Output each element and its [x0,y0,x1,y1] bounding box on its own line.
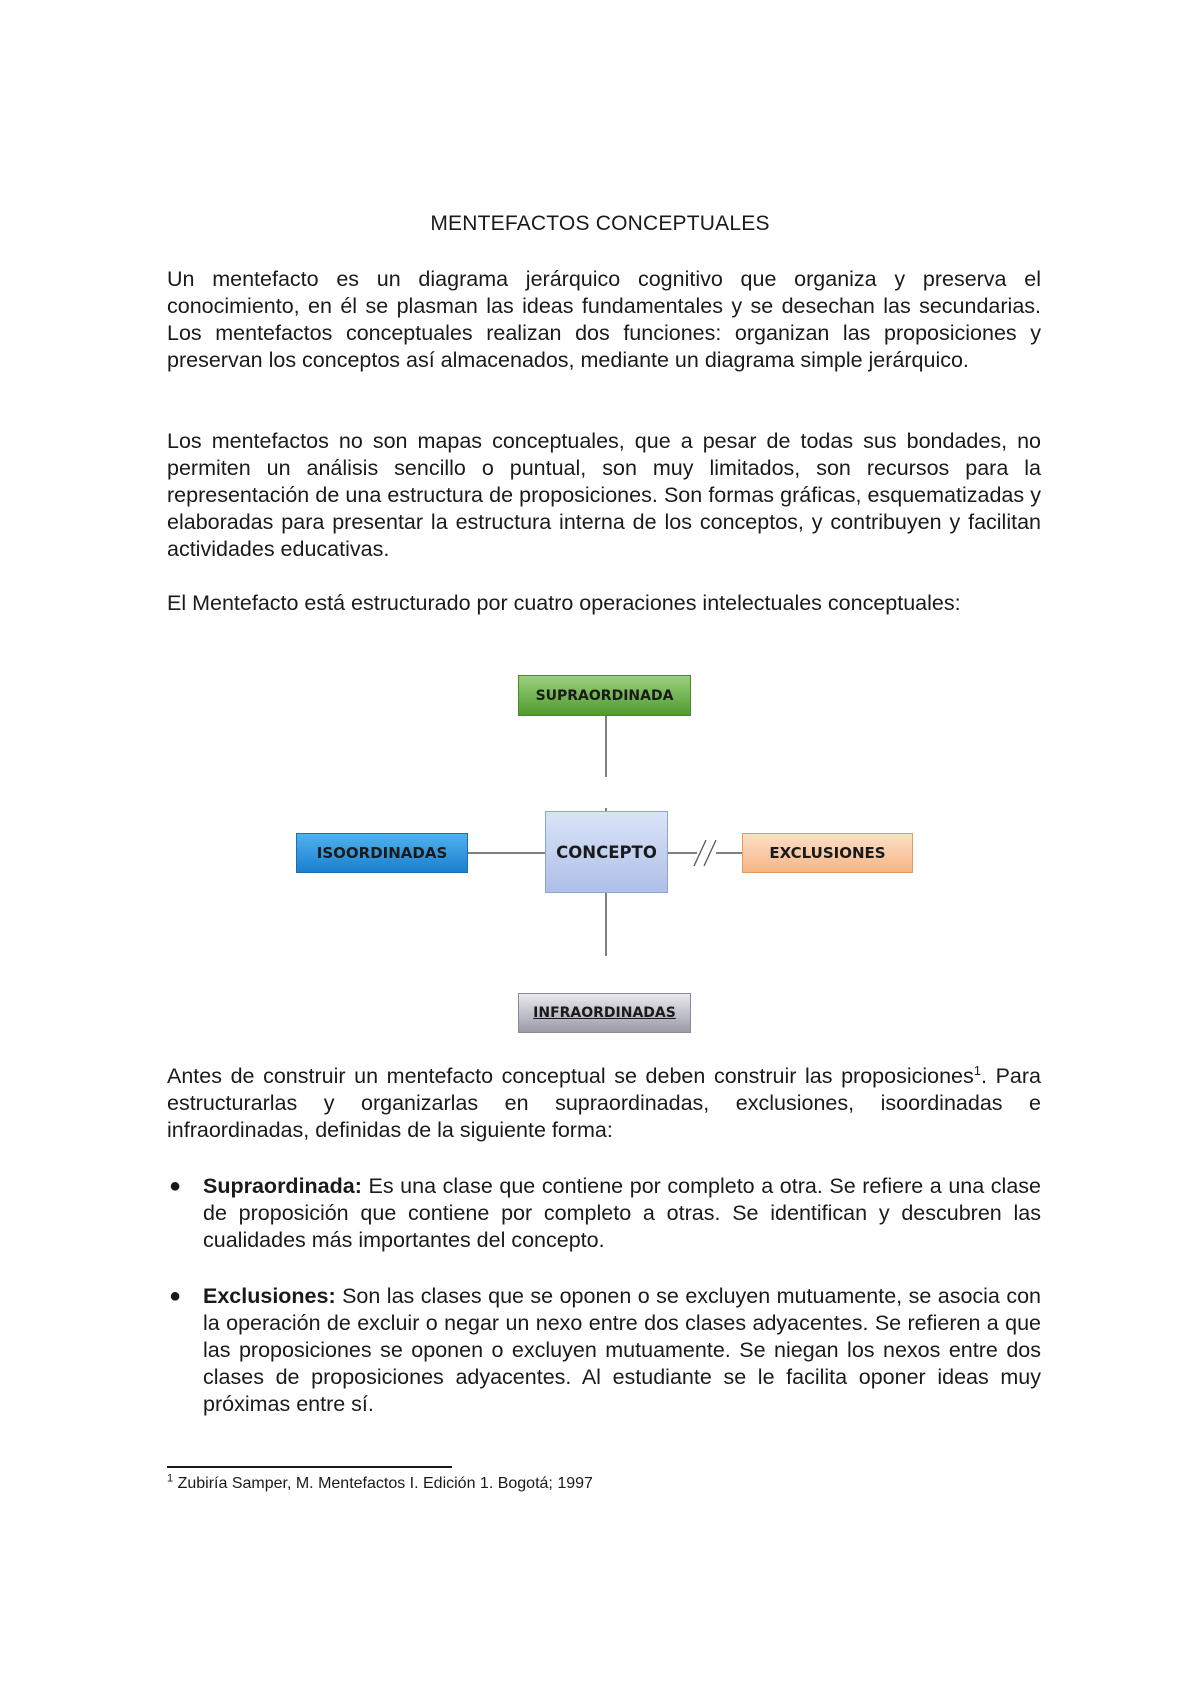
supraordinada-box: SUPRAORDINADA [518,675,691,716]
paragraph-definition: Un mentefacto es un diagrama jerárquico cognitivo que organiza y preserva el conocimiento, en él se plasman las ideas fundamentales y se desechan las secundarias. Los mentefactos conceptuales realizan dos funciones: organizan las proposiciones y preservan los conceptos así almacenados, mediante un diagrama simple jerárquico. [167,267,1041,372]
definition-list-excl [167,1283,1041,1418]
infraordinadas-box [518,993,691,1033]
definition-exclusiones: Son las clases que se oponen o se excluyen mutuamente, se asocia con la operación de excluir o negar un nexo entre dos clases adyacentes. Se refieren a que las proposiciones se oponen o excluyen mutuamente. Se niegan los nexos entre dos clases de proposiciones adyacentes. Al estudiante se le facilita oponer ideas muy próximas entre sí. [203,1284,1041,1416]
footnote-ref[interactable]: 1 [973,1062,981,1078]
footnote [167,1472,593,1493]
term-supraordinada: Supraordinada: [203,1174,362,1198]
exclusion-slash-1 [694,840,706,866]
propositions-text: Antes de construir un mentefacto conceptual se deben construir las proposiciones [167,1064,974,1088]
propositions-text-cont: . Para estructurarlas y organizarlas en supraordinadas, exclusiones, isoordinadas e infraordinadas, definidas de la siguiente forma: [167,1064,1041,1142]
infraordinadas-label: INFRAORDINADAS [533,1005,676,1021]
bullet-icon: ● [169,1175,182,1197]
exclusion-slash-2 [704,840,716,866]
bullet-icon: ● [169,1285,182,1307]
isoordinadas-box: ISOORDINADAS [296,833,468,873]
list-item-exclusiones [167,1283,1041,1418]
paragraph-not-concept-maps: Los mentefactos no son mapas conceptuales, que a pesar de todas sus bondades, no permiten un análisis sencillo o puntual, son muy limitados, son recursos para la representación de una estructura de proposiciones. Son formas gráficas, esquematizadas y elaboradas para presentar la estructura interna de los conceptos, y contribuyen y facilitan actividades educativas. [167,429,1041,561]
term-exclusiones: Exclusiones: [203,1284,336,1308]
concepto-box: CONCEPTO [545,811,668,893]
list-item-supraordinada [167,1173,1041,1254]
footnote-number: 1 [167,1472,174,1485]
exclusiones-box: EXCLUSIONES [742,833,913,873]
paragraph-structure: El Mentefacto está estructurado por cuatro operaciones intelectuales conceptuales: [167,591,961,615]
footnote-separator [167,1466,452,1468]
definition-supraordinada: Es una clase que contiene por completo a otra. Se refiere a una clase de proposición que contiene por completo a otras. Se identifican y descubren las cualidades más importantes del concepto. [203,1174,1041,1252]
paragraph-propositions [167,1063,1041,1144]
definition-list-supra [167,1173,1041,1254]
footnote-text: Zubiría Samper, M. Mentefactos I. Edición 1. Bogotá; 1997 [173,1475,593,1492]
page-title: MENTEFACTOS CONCEPTUALES [430,212,770,235]
